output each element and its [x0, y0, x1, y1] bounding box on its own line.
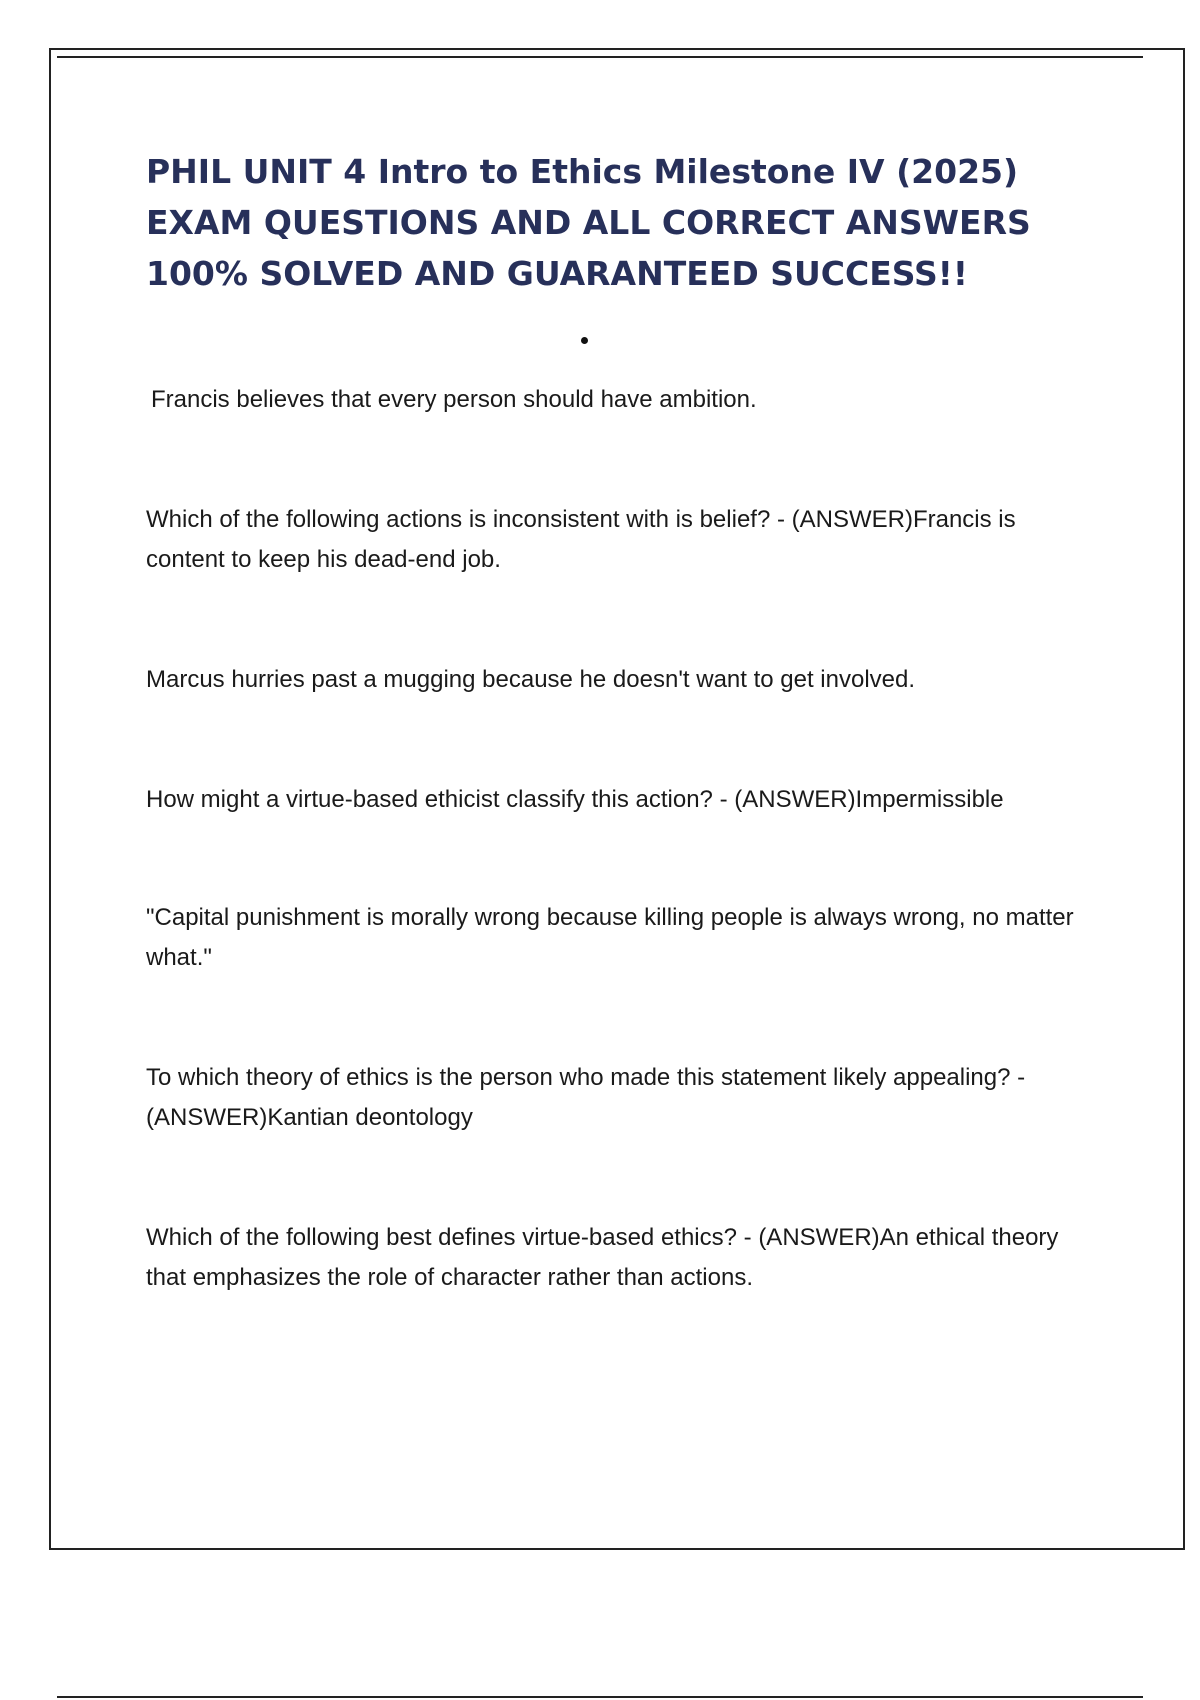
- paragraph-question-4-answer: Which of the following best defines virtue-based ethics? - (ANSWER)An ethical theory that emphasizes the role of character rather than actions.: [146, 1224, 1059, 1291]
- paragraph-question-2-answer: How might a virtue-based ethicist classify this action? - (ANSWER)Impermissible: [146, 786, 1004, 813]
- document-title: PHIL UNIT 4 Intro to Ethics Milestone IV (2025) EXAM QUESTIONS AND ALL CORRECT ANSWERS 100% SOLVED AND GUARANTEED SUCCESS!!: [146, 152, 1031, 293]
- paragraph-question-1-answer: Which of the following actions is inconsistent with is belief? - (ANSWER)Francis is content to keep his dead-end job.: [146, 506, 1016, 573]
- paragraph-question-2-context: Marcus hurries past a mugging because he doesn't want to get involved.: [146, 666, 916, 693]
- paragraph-question-3-context: "Capital punishment is morally wrong because killing people is always wrong, no matter what.": [146, 904, 1074, 971]
- bullet-dot-icon: [581, 337, 588, 344]
- footer-rule: [57, 1696, 1143, 1698]
- paragraph-question-3-answer: To which theory of ethics is the person who made this statement likely appealing? - (ANSWER)Kantian deontology: [146, 1064, 1026, 1131]
- header-rule: [57, 56, 1143, 58]
- paragraph-question-1-context: Francis believes that every person should have ambition.: [151, 386, 757, 413]
